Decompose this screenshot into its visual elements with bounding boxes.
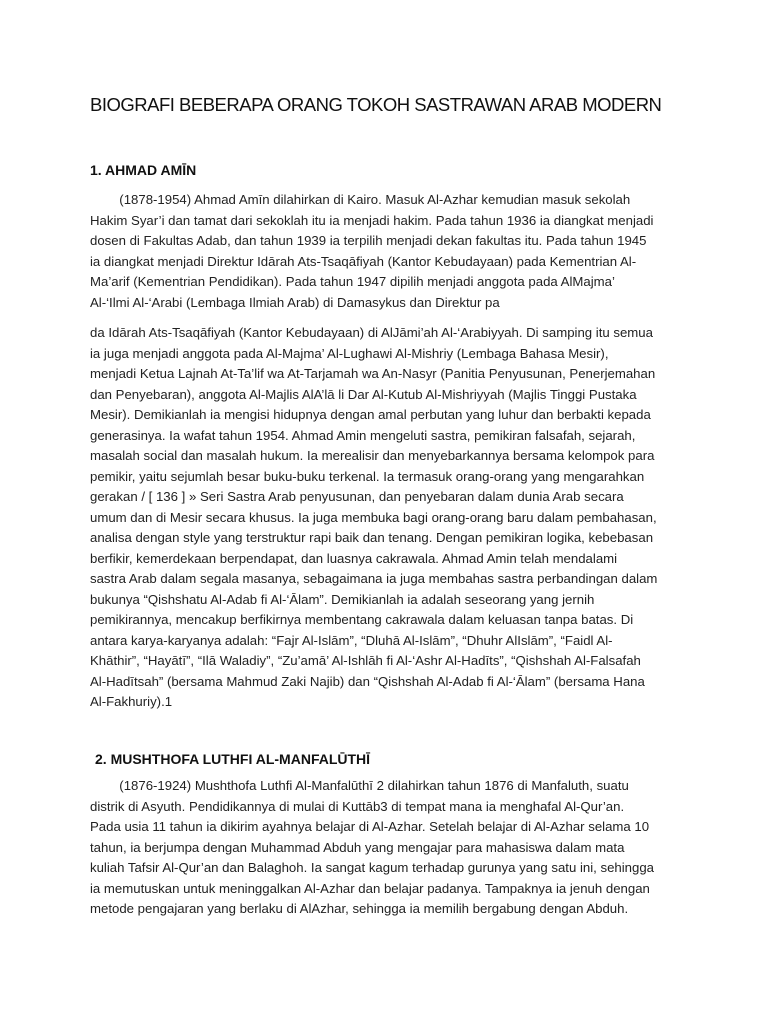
text-line: generasinya. Ia wafat tahun 1954. Ahmad Amin mengeluti sastra, pemikiran falsafah, sejarah, [90, 427, 636, 443]
text-line: umum dan di Mesir secara khusus. Ia juga membuka bagi orang-orang baru dalam pembahasan, [90, 509, 657, 525]
text-line: Hakim Syar’i dan tamat dari sekoklah itu ia menjadi hakim. Pada tahun 1936 ia diangkat menjadi [90, 212, 654, 228]
text-line: metode pengajaran yang berlaku di AlAzhar, sehingga ia memilih bergabung dengan Abduh. [90, 901, 629, 916]
text-line: pemikir, yaitu sejumlah besar buku-buku terkenal. Ia termasuk orang-orang yang mengarahkan [90, 468, 645, 484]
text-line: analisa dengan style yang terstruktur rapi baik dan tenang. Dengan pemikiran logika, kebebasan [90, 530, 654, 545]
text-line: distrik di Asyuth. Pendidikannya di mulai di Kuttāb3 di tempat mana ia menghafal Al-Qur’an. [90, 798, 625, 814]
text-line: menjadi Ketua Lajnah At-Ta’lif wa At-Tarjamah wa An-Nasyr (Panitia Penyusunan, Penerjemahan [90, 366, 656, 381]
text-line: kuliah Tafsir Al-Qur’an dan Balaghoh. Ia sangat kagum terhadap gurunya yang satu ini, sehingga [90, 860, 655, 875]
text-line: (1878-1954) Ahmad Amīn dilahirkan di Kairo. Masuk Al-Azhar kemudian masuk sekolah [90, 192, 631, 207]
text-line: Al-Fakhuriy).1 [90, 694, 173, 709]
section-heading-ahmad-amin: 1. AHMAD AMĪN [90, 162, 197, 178]
text-line: berfikir, kemerdekaan berpendapat, dan luasnya cakrawala. Ahmad Amin telah mendalami [90, 550, 618, 566]
text-line: (1876-1924) Mushthofa Luthfi Al-Manfalūthī 2 dilahirkan tahun 1876 di Manfaluth, suatu [90, 778, 629, 793]
paragraph [90, 776, 670, 920]
text-line: sastra Arab dalam segala masanya, sebagaimana ia juga membahas sastra perbandingan dalam [90, 571, 658, 586]
text-line: Al-Hadītsah” (bersama Mahmud Zaki Najib) dan “Qishshah Al-Adab fi Al-‘Ālam” (bersama Hana [90, 673, 645, 689]
text-line: ia memutuskan untuk meninggalkan Al-Azhar dan belajar padanya. Tampaknya ia jenuh dengan [90, 880, 650, 896]
paragraph [90, 190, 670, 313]
text-line: Al-‘Ilmi Al-‘Arabi (Lembaga Ilmiah Arab) di Damasykus dan Direktur pa [90, 294, 500, 310]
text-line: masalah social dan masalah hukum. Ia merealisir dan menyebarkannya bersama kelompok para [90, 448, 655, 463]
section-heading-manfaluthi: 2. MUSHTHOFA LUTHFI AL-MANFALŪTHĪ [95, 751, 371, 767]
text-line: dan Penyebaran), anggota Al-Majlis AlA’lā li Dar Al-Kutub Al-Mishriyyah (Majlis Tinggi Pustaka [90, 386, 637, 402]
document-title: BIOGRAFI BEBERAPA ORANG TOKOH SASTRAWAN ARAB MODERN [90, 94, 662, 115]
paragraph [90, 323, 670, 713]
text-line: antara karya-karyanya adalah: “Fajr Al-Islām”, “Dluhā Al-Islām”, “Dhuhr AlIslām”, “Faidl Al- [90, 632, 613, 648]
text-line: Ma’arif (Kementrian Pendidikan). Pada tahun 1947 dipilih menjadi anggota pada AlMajma’ [90, 274, 615, 289]
text-line: dosen di Fakultas Adab, dan tahun 1939 ia terpilih menjadi dekan fakultas itu. Pada tahun 1945 [90, 233, 647, 248]
text-line: Khāthir”, “Hayātī”, “Ilā Waladiy”, “Zu’amā’ Al-Ishlāh fi Al-‘Ashr Al-Hadīts”, “Qishshah Al-Falsafah [90, 653, 641, 668]
text-line: tahun, ia berjumpa dengan Muhammad Abduh yang mengajar para mahasiswa dalam mata [90, 839, 625, 855]
text-line: pemikirannya, mencakup berfikirnya membentang cakrawala dalam keluasan tanpa batas. Di [90, 612, 634, 627]
text-line: da Idārah Ats-Tsaqāfiyah (Kantor Kebudayaan) di AlJāmi’ah Al-‘Arabiyyah. Di samping itu semua [90, 325, 653, 340]
text-line: Pada usia 11 tahun ia dikirim ayahnya belajar di Al-Azhar. Setelah belajar di Al-Azhar selama 10 [90, 819, 650, 834]
text-line: ia diangkat menjadi Direktur Idārah Ats-Tsaqāfiyah (Kantor Kebudayaan) pada Kementrian Al- [90, 253, 637, 269]
text-line: bukunya “Qishshatu Al-Adab fi Al-‘Ālam”. Demikianlah ia adalah seseorang yang jernih [90, 591, 595, 607]
text-line: gerakan / [ 136 ] » Seri Sastra Arab penyusunan, dan penyebaran dalam dunia Arab secara [90, 489, 624, 504]
text-line: ia juga menjadi anggota pada Al-Majma’ Al-Lughawi Al-Mishriy (Lembaga Bahasa Mesir), [90, 345, 609, 361]
text-line: Mesir). Demikianlah ia mengisi hidupnya dengan amal perbutan yang luhur dan berbakti kepada [90, 407, 651, 422]
